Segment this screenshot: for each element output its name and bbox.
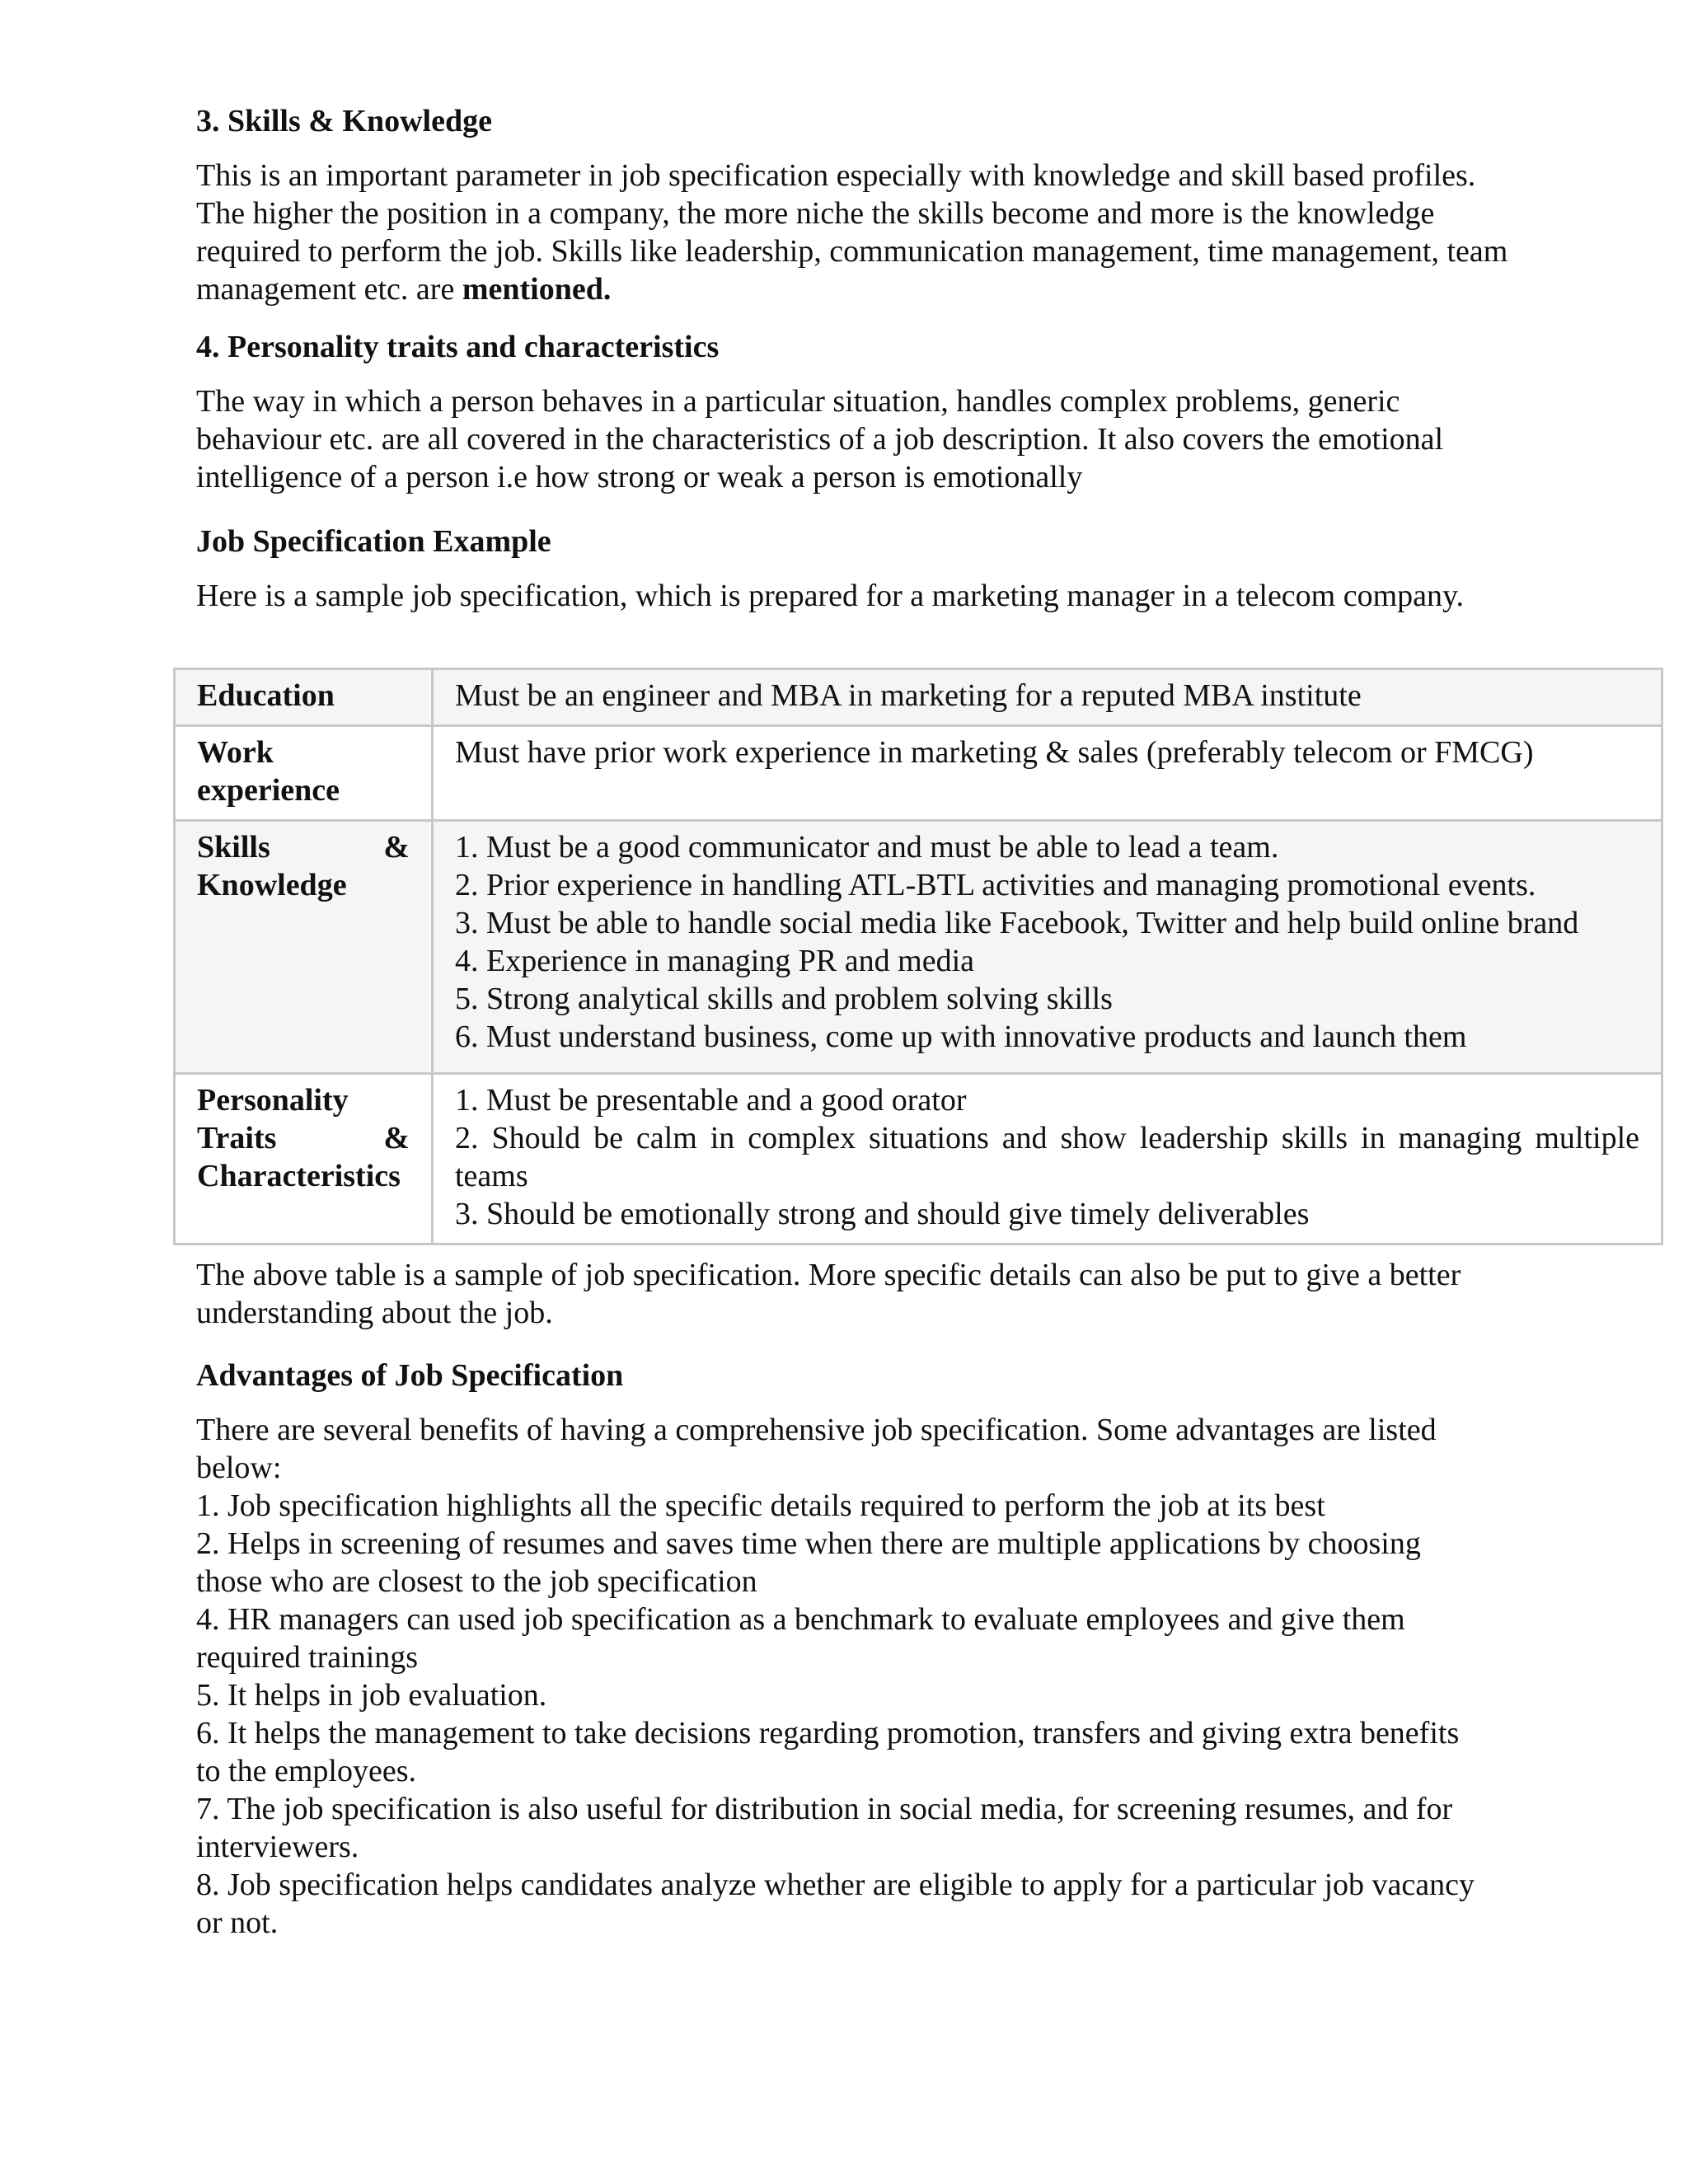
table-cell-line: 2. Should be calm in complex situations and show leadership skills in managing multiple teams xyxy=(455,1121,1639,1193)
list-item: 2. Helps in screening of resumes and saves time when there are multiple applications by choosing those who are closest to the job specification xyxy=(196,1526,1421,1599)
advantages-list xyxy=(196,1411,1482,1942)
table-row-label: Personality Traits & Characteristics xyxy=(175,1074,433,1244)
list-item: 1. Job specification highlights all the specific details required to perform the job at its best xyxy=(196,1488,1325,1523)
section-example xyxy=(196,523,1482,560)
section-heading: 4. Personality traits and characteristics xyxy=(196,330,720,364)
table-cell-line: 1. Must be presentable and a good orator xyxy=(455,1083,967,1118)
table-row-value xyxy=(433,1074,1662,1244)
table-row-value xyxy=(433,669,1662,726)
table-cell-line: 3. Should be emotionally strong and should give timely deliverables xyxy=(455,1197,1310,1231)
list-item: 7. The job specification is also useful for distribution in social media, for screening resumes, and for interviewers. xyxy=(196,1792,1453,1864)
paragraph: The way in which a person behaves in a particular situation, handles complex problems, generic behaviour etc. are all covered in the characteristics of a job description. It also covers the emotional intelligence of a person i.e how strong or weak a person is emotionally xyxy=(196,384,1444,494)
section-personality xyxy=(196,328,1482,366)
table-cell-line: Must have prior work experience in marketing & sales (preferably telecom or FMCG) xyxy=(455,735,1534,770)
table-row xyxy=(175,821,1662,1074)
table-cell-line: 4. Experience in managing PR and media xyxy=(455,944,974,978)
table-cell-line: 5. Strong analytical skills and problem solving skills xyxy=(455,982,1113,1016)
list-item: 4. HR managers can used job specification as a benchmark to evaluate employees and give them required trainings xyxy=(196,1602,1405,1675)
section-skills-knowledge xyxy=(196,102,1482,140)
paragraph: Here is a sample job specification, which is prepared for a marketing manager in a telecom company. xyxy=(196,579,1465,613)
table-row-value xyxy=(433,726,1662,821)
table-row-label: Work experience xyxy=(175,726,433,821)
after-table-note xyxy=(196,1256,1482,1332)
section-advantages xyxy=(196,1357,1482,1394)
table-row-label: Education xyxy=(175,669,433,726)
section-personality-body xyxy=(196,382,1482,496)
table-cell-line: 1. Must be a good communicator and must be able to lead a team. xyxy=(455,830,1279,865)
paragraph: The above table is a sample of job specification. More specific details can also be put to give a better understanding about the job. xyxy=(196,1258,1461,1330)
section-skills-body xyxy=(196,157,1515,308)
list-item: 6. It helps the management to take decisions regarding promotion, transfers and giving extra benefits to the employees. xyxy=(196,1716,1460,1788)
section-heading: Job Specification Example xyxy=(196,524,551,559)
table-row xyxy=(175,726,1662,821)
paragraph xyxy=(196,157,1515,308)
table-cell-line: 3. Must be able to handle social media like Facebook, Twitter and help build online brand xyxy=(455,906,1579,940)
table-row-label: Skills & Knowledge xyxy=(175,821,433,1074)
job-spec-table xyxy=(173,668,1663,1245)
paragraph-text: This is an important parameter in job specification especially with knowledge and skill based profiles. The higher the position in a company, the more niche the skills become and more is the knowledge required to perform the job. Skills like leadership, communication management, time management, team management etc. are xyxy=(196,158,1508,307)
section-example-intro xyxy=(196,577,1467,615)
table-row xyxy=(175,669,1662,726)
list-item: 8. Job specification helps candidates analyze whether are eligible to apply for a particular job vacancy or not. xyxy=(196,1868,1475,1940)
section-heading: 3. Skills & Knowledge xyxy=(196,104,492,138)
table-cell-line: Must be an engineer and MBA in marketing for a reputed MBA institute xyxy=(455,678,1362,713)
section-heading: Advantages of Job Specification xyxy=(196,1358,624,1393)
paragraph: There are several benefits of having a comprehensive job specification. Some advantages are listed below: xyxy=(196,1413,1437,1485)
table-row xyxy=(175,1074,1662,1244)
paragraph-bold-text: mentioned. xyxy=(462,272,612,307)
table-cell-line: 6. Must understand business, come up with innovative products and launch them xyxy=(455,1019,1467,1054)
list-item: 5. It helps in job evaluation. xyxy=(196,1678,547,1713)
table-cell-line: 2. Prior experience in handling ATL-BTL activities and managing promotional events. xyxy=(455,868,1536,902)
table-row-value xyxy=(433,821,1662,1074)
